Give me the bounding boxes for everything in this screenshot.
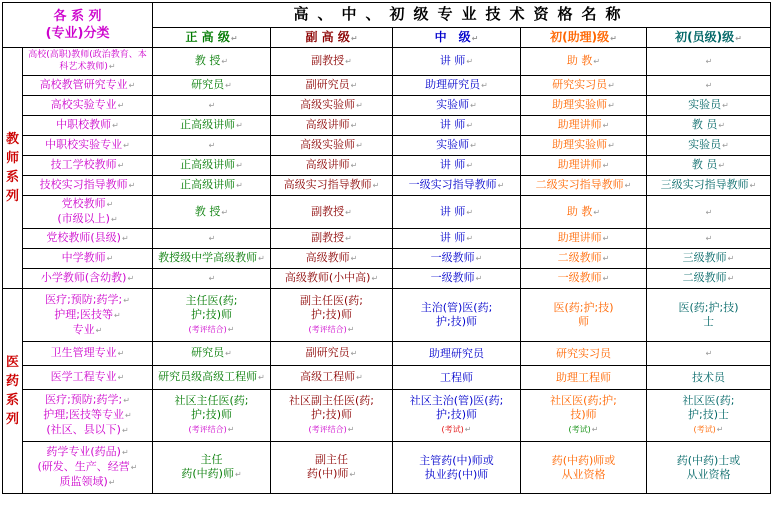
- category-name-cell: [23, 366, 153, 390]
- title-line: 医(药;护;技): [678, 301, 739, 314]
- title-line: 技)师: [570, 408, 597, 421]
- title-text: 高级教师(小中高) ↵: [285, 271, 378, 284]
- title-cell-zhong: [393, 156, 521, 176]
- title-text: 助理讲师 ↵: [558, 231, 610, 244]
- title-text: 副教授 ↵: [311, 231, 352, 244]
- title-text: 正高级讲师 ↵: [180, 118, 243, 131]
- title-cell-zhong: [393, 48, 521, 76]
- table-row: [3, 390, 771, 442]
- title-line: 副主任医(药;: [300, 293, 364, 307]
- title-cell-chu-zhuli: [521, 390, 647, 442]
- title-line: 执业药(中)师: [424, 467, 489, 481]
- title-text: 副教授 ↵: [311, 54, 352, 67]
- title-line: 社区主任医(药;: [174, 394, 249, 407]
- category-name: 党校教师(县级) ↵: [25, 231, 150, 246]
- title-text: 讲 师 ↵: [440, 54, 473, 67]
- title-text: 研究实习员 ↵: [552, 78, 615, 91]
- title-line: 社区医(药;护;: [550, 394, 617, 407]
- title-text: 高级讲师 ↵: [306, 118, 358, 131]
- title-cell-fu-gao: [271, 442, 393, 494]
- title-text: 讲 师 ↵: [440, 118, 473, 131]
- category-name-line: (研发、生产、经营 ↵: [25, 460, 150, 475]
- title-cell-zheng-gao: [153, 116, 271, 136]
- teacher-series-label-cell: [3, 48, 23, 289]
- title-line: 助理工程师: [556, 370, 612, 384]
- level-header-fu-gao: 副 高 级 ↵: [305, 30, 357, 44]
- title-text: 三级教师 ↵: [683, 251, 735, 264]
- title-cell-zheng-gao: [153, 366, 271, 390]
- title-line: 主管药(中)师或: [419, 453, 494, 467]
- category-name-cell: [23, 229, 153, 249]
- title-text: 助 教 ↵: [567, 205, 600, 218]
- title-line: 社区主治(管)医(药;: [409, 394, 504, 407]
- title-cell-chu-yuan: [647, 249, 771, 269]
- category-name-cell: [23, 390, 153, 442]
- title-cell-fu-gao: [271, 116, 393, 136]
- title-text: 二级教师 ↵: [683, 271, 735, 284]
- title-cell-zhong: [393, 366, 521, 390]
- title-line: 副研究员 ↵: [273, 346, 390, 361]
- title-cell-zheng-gao: [153, 229, 271, 249]
- title-text: [208, 271, 216, 284]
- title-cell-zhong: [393, 116, 521, 136]
- category-name-cell: [23, 156, 153, 176]
- exam-mode-note: (考评结合) ↵: [309, 325, 355, 334]
- title-cell-chu-zhuli: [521, 136, 647, 156]
- title-line: 从业资格: [686, 467, 731, 481]
- title-cell-chu-zhuli: [521, 96, 647, 116]
- title-line: 护;技)师: [436, 315, 478, 328]
- title-text: [705, 205, 713, 218]
- title-text: 副研究员 ↵: [306, 78, 358, 91]
- title-text: 助理讲师 ↵: [558, 158, 610, 171]
- title-cell-chu-zhuli: [521, 176, 647, 196]
- level-header-chu-zhuli: 初(助理)级 ↵: [550, 30, 617, 44]
- title-cell-chu-yuan: [647, 156, 771, 176]
- title-cell-chu-zhuli: [521, 249, 647, 269]
- category-name: 中学教师 ↵: [25, 251, 150, 266]
- table-row: [3, 249, 771, 269]
- title-text: 正高级讲师 ↵: [180, 178, 243, 191]
- title-cell-chu-yuan: [647, 442, 771, 494]
- title-cell-fu-gao: [271, 176, 393, 196]
- title-cell-chu-zhuli: [521, 116, 647, 136]
- title-cell-zheng-gao: [153, 136, 271, 156]
- table-row: [3, 116, 771, 136]
- title-cell-zhong: [393, 342, 521, 366]
- title-text: 一级实习指导教师 ↵: [409, 178, 505, 191]
- title-cell-zhong: [393, 390, 521, 442]
- title-text: 高级实验师 ↵: [300, 98, 363, 111]
- title-text: [705, 78, 713, 91]
- table-row: [3, 269, 771, 289]
- title-text: [705, 54, 713, 67]
- table-row: [3, 442, 771, 494]
- category-header-cell: [3, 3, 153, 48]
- title-cell-zheng-gao: [153, 269, 271, 289]
- table-row: [3, 96, 771, 116]
- title-cell-zhong: [393, 196, 521, 229]
- category-name-cell: [23, 196, 153, 229]
- title-text: 讲 师 ↵: [440, 231, 473, 244]
- table-title: 高、中、初级专业技术资格名称: [293, 5, 630, 23]
- title-text: 高级教师 ↵: [306, 251, 358, 264]
- title-cell-chu-yuan: [647, 48, 771, 76]
- exam-mode-note: (考试) ↵: [694, 425, 724, 434]
- title-line: 工程师: [440, 370, 474, 384]
- title-text: 实验员 ↵: [688, 98, 729, 111]
- title-text: 副教授 ↵: [311, 205, 352, 218]
- title-text: 二级教师 ↵: [558, 251, 610, 264]
- title-text: 实验师 ↵: [436, 98, 477, 111]
- title-text: 一级教师 ↵: [558, 271, 610, 284]
- category-name-cell: [23, 249, 153, 269]
- title-text: 三级实习指导教师 ↵: [661, 178, 757, 191]
- level-header-chu-yuan: 初(员级)级 ↵: [675, 30, 742, 44]
- category-name-line: 医学工程专业 ↵: [25, 370, 150, 385]
- title-line: 护;技)士: [688, 408, 730, 421]
- category-name-cell: [23, 116, 153, 136]
- category-name-line: (社区、县以下) ↵: [25, 423, 150, 438]
- category-name-line: 医疗;预防;药学; ↵: [25, 393, 150, 408]
- table-row: [3, 229, 771, 249]
- category-name-cell: [23, 289, 153, 342]
- title-line: 药(中)师 ↵: [273, 467, 390, 482]
- category-name-cell: [23, 342, 153, 366]
- title-cell-fu-gao: [271, 390, 393, 442]
- table-row: [3, 176, 771, 196]
- title-cell-fu-gao: [271, 289, 393, 342]
- title-text: [208, 138, 216, 151]
- title-line: 技术员: [692, 370, 726, 384]
- category-name-cell: [23, 136, 153, 156]
- title-line: 护;技)师: [436, 408, 478, 421]
- title-cell-fu-gao: [271, 342, 393, 366]
- title-line: 药(中药)师或: [551, 453, 616, 467]
- level-header-zheng-gao: 正 高 级 ↵: [185, 30, 237, 44]
- title-cell-chu-yuan: [647, 136, 771, 156]
- title-text: 高级讲师 ↵: [306, 158, 358, 171]
- title-cell-zheng-gao: [153, 48, 271, 76]
- title-line: 药(中药)士或: [676, 453, 741, 467]
- title-text: 高级实验师 ↵: [300, 138, 363, 151]
- title-cell-chu-yuan: [647, 390, 771, 442]
- title-cell-chu-zhuli: [521, 156, 647, 176]
- title-line: 研究实习员: [556, 346, 612, 360]
- level-header-zhong: 中 级 ↵: [435, 30, 479, 44]
- medical-series-label: 医药系列: [6, 355, 20, 427]
- title-cell-zhong: [393, 249, 521, 269]
- title-line: 师: [578, 315, 590, 328]
- exam-mode-note: (考试) ↵: [442, 425, 472, 434]
- exam-mode-note: (考评结合) ↵: [189, 325, 235, 334]
- title-text: 实验员 ↵: [688, 138, 729, 151]
- category-name: 高校实验专业 ↵: [25, 98, 150, 113]
- table-row: [3, 136, 771, 156]
- title-cell-fu-gao: [271, 136, 393, 156]
- title-cell-zheng-gao: [153, 76, 271, 96]
- category-name-line: 质监领域) ↵: [25, 475, 150, 490]
- title-line: 研究员级高级工程师 ↵: [155, 370, 268, 385]
- category-header-line1: 各 系 列: [53, 9, 102, 24]
- category-name-line: 卫生管理专业 ↵: [25, 346, 150, 361]
- title-line: 药(中药)师 ↵: [155, 467, 268, 482]
- title-cell-fu-gao: [271, 229, 393, 249]
- title-line: 助理研究员: [429, 346, 485, 360]
- title-cell-zhong: [393, 442, 521, 494]
- title-text: 高级实习指导教师 ↵: [284, 178, 380, 191]
- title-cell-chu-yuan: [647, 116, 771, 136]
- title-cell-chu-zhuli: [521, 76, 647, 96]
- title-cell-chu-yuan: [647, 366, 771, 390]
- title-cell-fu-gao: [271, 366, 393, 390]
- title-cell-chu-zhuli: [521, 229, 647, 249]
- table-row: [3, 76, 771, 96]
- title-cell-fu-gao: [271, 48, 393, 76]
- title-line: 社区副主任医(药;: [289, 394, 375, 407]
- title-cell-zhong: [393, 176, 521, 196]
- title-cell-chu-yuan: [647, 269, 771, 289]
- category-name: 中职校实验专业 ↵: [25, 138, 150, 153]
- title-text: [705, 231, 713, 244]
- title-cell-chu-zhuli: [521, 196, 647, 229]
- teacher-series-label: 教师系列: [6, 132, 20, 204]
- title-line: 护;技)师: [311, 408, 353, 421]
- category-name-cell: [23, 76, 153, 96]
- title-cell-chu-yuan: [647, 96, 771, 116]
- category-name: 小学教师(含幼教) ↵: [25, 271, 150, 286]
- title-line: 士: [703, 315, 715, 328]
- title-text: 助理讲师 ↵: [558, 118, 610, 131]
- category-name-line: 医疗;预防;药学; ↵: [25, 293, 150, 308]
- title-line: 社区医(药;: [682, 394, 735, 407]
- title-cell-zheng-gao: [153, 342, 271, 366]
- category-header-line2: (专业)分类: [45, 26, 110, 41]
- title-text: 教 员 ↵: [692, 118, 725, 131]
- title-cell-fu-gao: [271, 96, 393, 116]
- title-cell-zhong: [393, 229, 521, 249]
- exam-mode-note: (考评结合) ↵: [309, 425, 355, 434]
- title-text: 实验师 ↵: [436, 138, 477, 151]
- title-text: 助 教 ↵: [567, 54, 600, 67]
- category-name-cell: [23, 269, 153, 289]
- title-text: 教 授 ↵: [195, 54, 228, 67]
- title-cell-zhong: [393, 289, 521, 342]
- title-cell-chu-yuan: [647, 196, 771, 229]
- category-name-line: 药学专业(药品) ↵: [25, 445, 150, 460]
- title-line: 护;技)师: [311, 307, 353, 321]
- title-line: 副主任: [315, 453, 349, 466]
- title-text: 助理实验师 ↵: [552, 138, 615, 151]
- title-text: 助理研究员 ↵: [425, 78, 488, 91]
- title-cell-zheng-gao: [153, 390, 271, 442]
- title-line: 研究员 ↵: [155, 346, 268, 361]
- title-cell-fu-gao: [271, 269, 393, 289]
- title-cell-zhong: [393, 136, 521, 156]
- title-text: 教授级中学高级教师 ↵: [158, 251, 265, 264]
- category-name: 中职校教师 ↵: [25, 118, 150, 133]
- category-name-line2: (市级以上) ↵: [25, 212, 150, 227]
- title-cell-zheng-gao: [153, 289, 271, 342]
- title-line: 医(药;护;技): [553, 301, 614, 314]
- title-cell-chu-zhuli: [521, 442, 647, 494]
- exam-mode-note: (考试) ↵: [569, 425, 599, 434]
- title-cell-chu-zhuli: [521, 289, 647, 342]
- category-name-line: 护理;医技等专业 ↵: [25, 408, 150, 423]
- title-cell-fu-gao: [271, 249, 393, 269]
- title-cell-zheng-gao: [153, 196, 271, 229]
- category-name: 高校(高职)教师(政治教育、本科艺术教师) ↵: [25, 50, 150, 73]
- table-row: [3, 289, 771, 342]
- category-name: 党校教师 ↵: [25, 197, 150, 212]
- title-text: 正高级讲师 ↵: [180, 158, 243, 171]
- title-text: 研究员 ↵: [191, 78, 232, 91]
- title-cell-chu-zhuli: [521, 48, 647, 76]
- title-cell-chu-yuan: [647, 229, 771, 249]
- title-cell-zhong: [393, 96, 521, 116]
- title-text: 助理实验师 ↵: [552, 98, 615, 111]
- title-cell-chu-yuan: [647, 342, 771, 366]
- title-line: [649, 346, 768, 361]
- table-row: [3, 342, 771, 366]
- title-text: 一级教师 ↵: [431, 271, 483, 284]
- title-cell-fu-gao: [271, 196, 393, 229]
- medical-series-label-cell: [3, 289, 23, 494]
- title-line: 主任医(药;: [185, 293, 238, 307]
- title-text: 教 员 ↵: [692, 158, 725, 171]
- title-cell-chu-zhuli: [521, 269, 647, 289]
- title-line: 从业资格: [561, 467, 606, 481]
- title-cell-chu-zhuli: [521, 366, 647, 390]
- title-text: 一级教师 ↵: [431, 251, 483, 264]
- title-line: 护;技)师: [191, 307, 233, 321]
- title-cell-zhong: [393, 76, 521, 96]
- title-cell-zheng-gao: [153, 176, 271, 196]
- title-line: 护;技)师: [191, 408, 233, 421]
- title-cell-chu-yuan: [647, 289, 771, 342]
- category-name-cell: [23, 48, 153, 76]
- table-row: [3, 366, 771, 390]
- category-name-cell: [23, 96, 153, 116]
- title-line: 高级工程师 ↵: [273, 370, 390, 385]
- exam-mode-note: (考评结合) ↵: [189, 425, 235, 434]
- title-cell-zheng-gao: [153, 442, 271, 494]
- category-name-cell: [23, 176, 153, 196]
- title-text: 讲 师 ↵: [440, 158, 473, 171]
- table-row: [3, 48, 771, 76]
- category-name: 高校教管研究专业 ↵: [25, 78, 150, 93]
- title-cell-zheng-gao: [153, 249, 271, 269]
- title-cell-chu-yuan: [647, 176, 771, 196]
- title-cell-zheng-gao: [153, 156, 271, 176]
- qualification-table: [2, 2, 771, 494]
- title-text: 教 授 ↵: [195, 205, 228, 218]
- title-cell-zhong: [393, 269, 521, 289]
- title-text: 二级实习指导教师 ↵: [536, 178, 632, 191]
- category-name-line: 护理;医技等 ↵: [25, 308, 150, 323]
- title-text: [208, 231, 216, 244]
- category-name: 技工学校教师 ↵: [25, 158, 150, 173]
- table-row: [3, 196, 771, 229]
- category-name-cell: [23, 442, 153, 494]
- title-cell-fu-gao: [271, 156, 393, 176]
- title-line: 主任: [200, 453, 223, 466]
- category-name-line: 专业 ↵: [25, 323, 150, 338]
- title-line: 主治(管)医(药;: [420, 301, 493, 314]
- table-title-cell: [153, 3, 771, 28]
- title-text: 讲 师 ↵: [440, 205, 473, 218]
- title-cell-chu-zhuli: [521, 342, 647, 366]
- table-row: [3, 156, 771, 176]
- category-name: 技校实习指导教师 ↵: [25, 178, 150, 193]
- title-cell-zheng-gao: [153, 96, 271, 116]
- title-cell-chu-yuan: [647, 76, 771, 96]
- title-text: [208, 98, 216, 111]
- title-cell-fu-gao: [271, 76, 393, 96]
